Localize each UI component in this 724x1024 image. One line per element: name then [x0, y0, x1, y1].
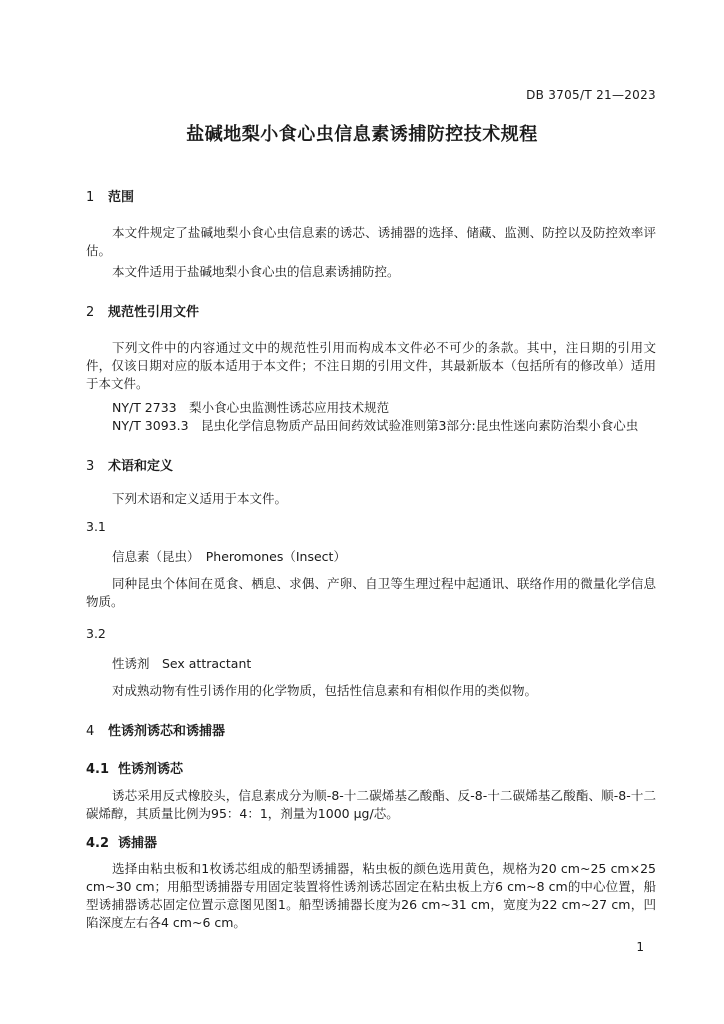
section-number: 4: [86, 724, 95, 739]
section-1-paragraph-1: 本文件规定了盐碱地梨小食心虫信息素的诱芯、诱捕器的选择、储藏、监测、防控以及防控效率评估。: [86, 225, 656, 258]
section-1-paragraph-2: 本文件适用于盐碱地梨小食心虫的信息素诱捕防控。: [112, 264, 400, 279]
section-4-1-heading: [86, 758, 183, 777]
section-4-1-paragraph: 诱芯采用反式橡胶头，信息素成分为顺-8-十二碳烯基乙酸酯、反-8-十二碳烯基乙酸酯、顺-8-十二碳烯醇，其质量比例为95：4：1，剂量为1000 μg/芯。: [86, 788, 656, 821]
section-number: 1: [86, 190, 95, 205]
section-title: 术语和定义: [108, 459, 174, 474]
section-2-paragraph-1: 下列文件中的内容通过文中的规范性引用而构成本文件必不可少的条款。其中，注日期的引用文件，仅该日期对应的版本适用于本文件；不注日期的引用文件，其最新版本（包括所有的修改单）适用于本文件。: [86, 340, 656, 391]
section-title: 范围: [108, 190, 135, 205]
section-4-2-paragraph: 选择由粘虫板和1枚诱芯组成的船型诱捕器，粘虫板的颜色选用黄色，规格为20 cm~25 cm×25 cm~30 cm；用船型诱捕器专用固定装置将性诱剂诱芯固定在粘虫板上方6 cm~8 cm的中心位置，船型诱捕器诱芯固定位置示意图见图1。船型诱捕器长度为26 cm~31 cm，宽度为22 cm~27 cm，凹陷深度左右各4 cm~6 cm。: [86, 861, 656, 930]
section-4-heading: [86, 720, 225, 739]
section-number: 4.2: [86, 836, 110, 851]
section-1-heading: [86, 186, 134, 205]
section-number: 2: [86, 305, 95, 320]
section-title: 规范性引用文件: [108, 305, 200, 320]
term-3-1-number: 3.1: [86, 519, 106, 534]
section-2-heading: [86, 301, 199, 320]
section-3-paragraph-1: 下列术语和定义适用于本文件。: [112, 491, 288, 506]
section-number: 4.1: [86, 762, 110, 777]
section-title: 性诱剂诱芯: [118, 762, 184, 777]
document-number: DB 3705/T 21—2023: [526, 88, 656, 102]
term-3-2-definition: 对成熟动物有性引诱作用的化学物质，包括性信息素和有相似作用的类似物。: [112, 683, 538, 698]
document-title: 盐碱地梨小食心虫信息素诱捕防控技术规程: [186, 124, 538, 145]
section-number: 3: [86, 459, 95, 474]
term-3-1-definition: 同种昆虫个体间在觅食、栖息、求偶、产卵、自卫等生理过程中起通讯、联络作用的微量化学信息物质。: [86, 576, 656, 609]
normative-reference-2: NY/T 3093.3 昆虫化学信息物质产品田间药效试验准则第3部分:昆虫性迷向素防治梨小食心虫: [112, 418, 639, 433]
term-3-1-title: 信息素（昆虫） Pheromones（Insect）: [112, 549, 346, 564]
section-4-2-heading: [86, 832, 157, 851]
normative-reference-1: NY/T 2733 梨小食心虫监测性诱芯应用技术规范: [112, 400, 390, 415]
section-title: 性诱剂诱芯和诱捕器: [108, 724, 226, 739]
term-3-2-number: 3.2: [86, 626, 106, 641]
page-number: 1: [636, 940, 644, 954]
section-title: 诱捕器: [118, 836, 158, 851]
term-3-2-title: 性诱剂 Sex attractant: [112, 656, 252, 671]
section-3-heading: [86, 455, 173, 474]
